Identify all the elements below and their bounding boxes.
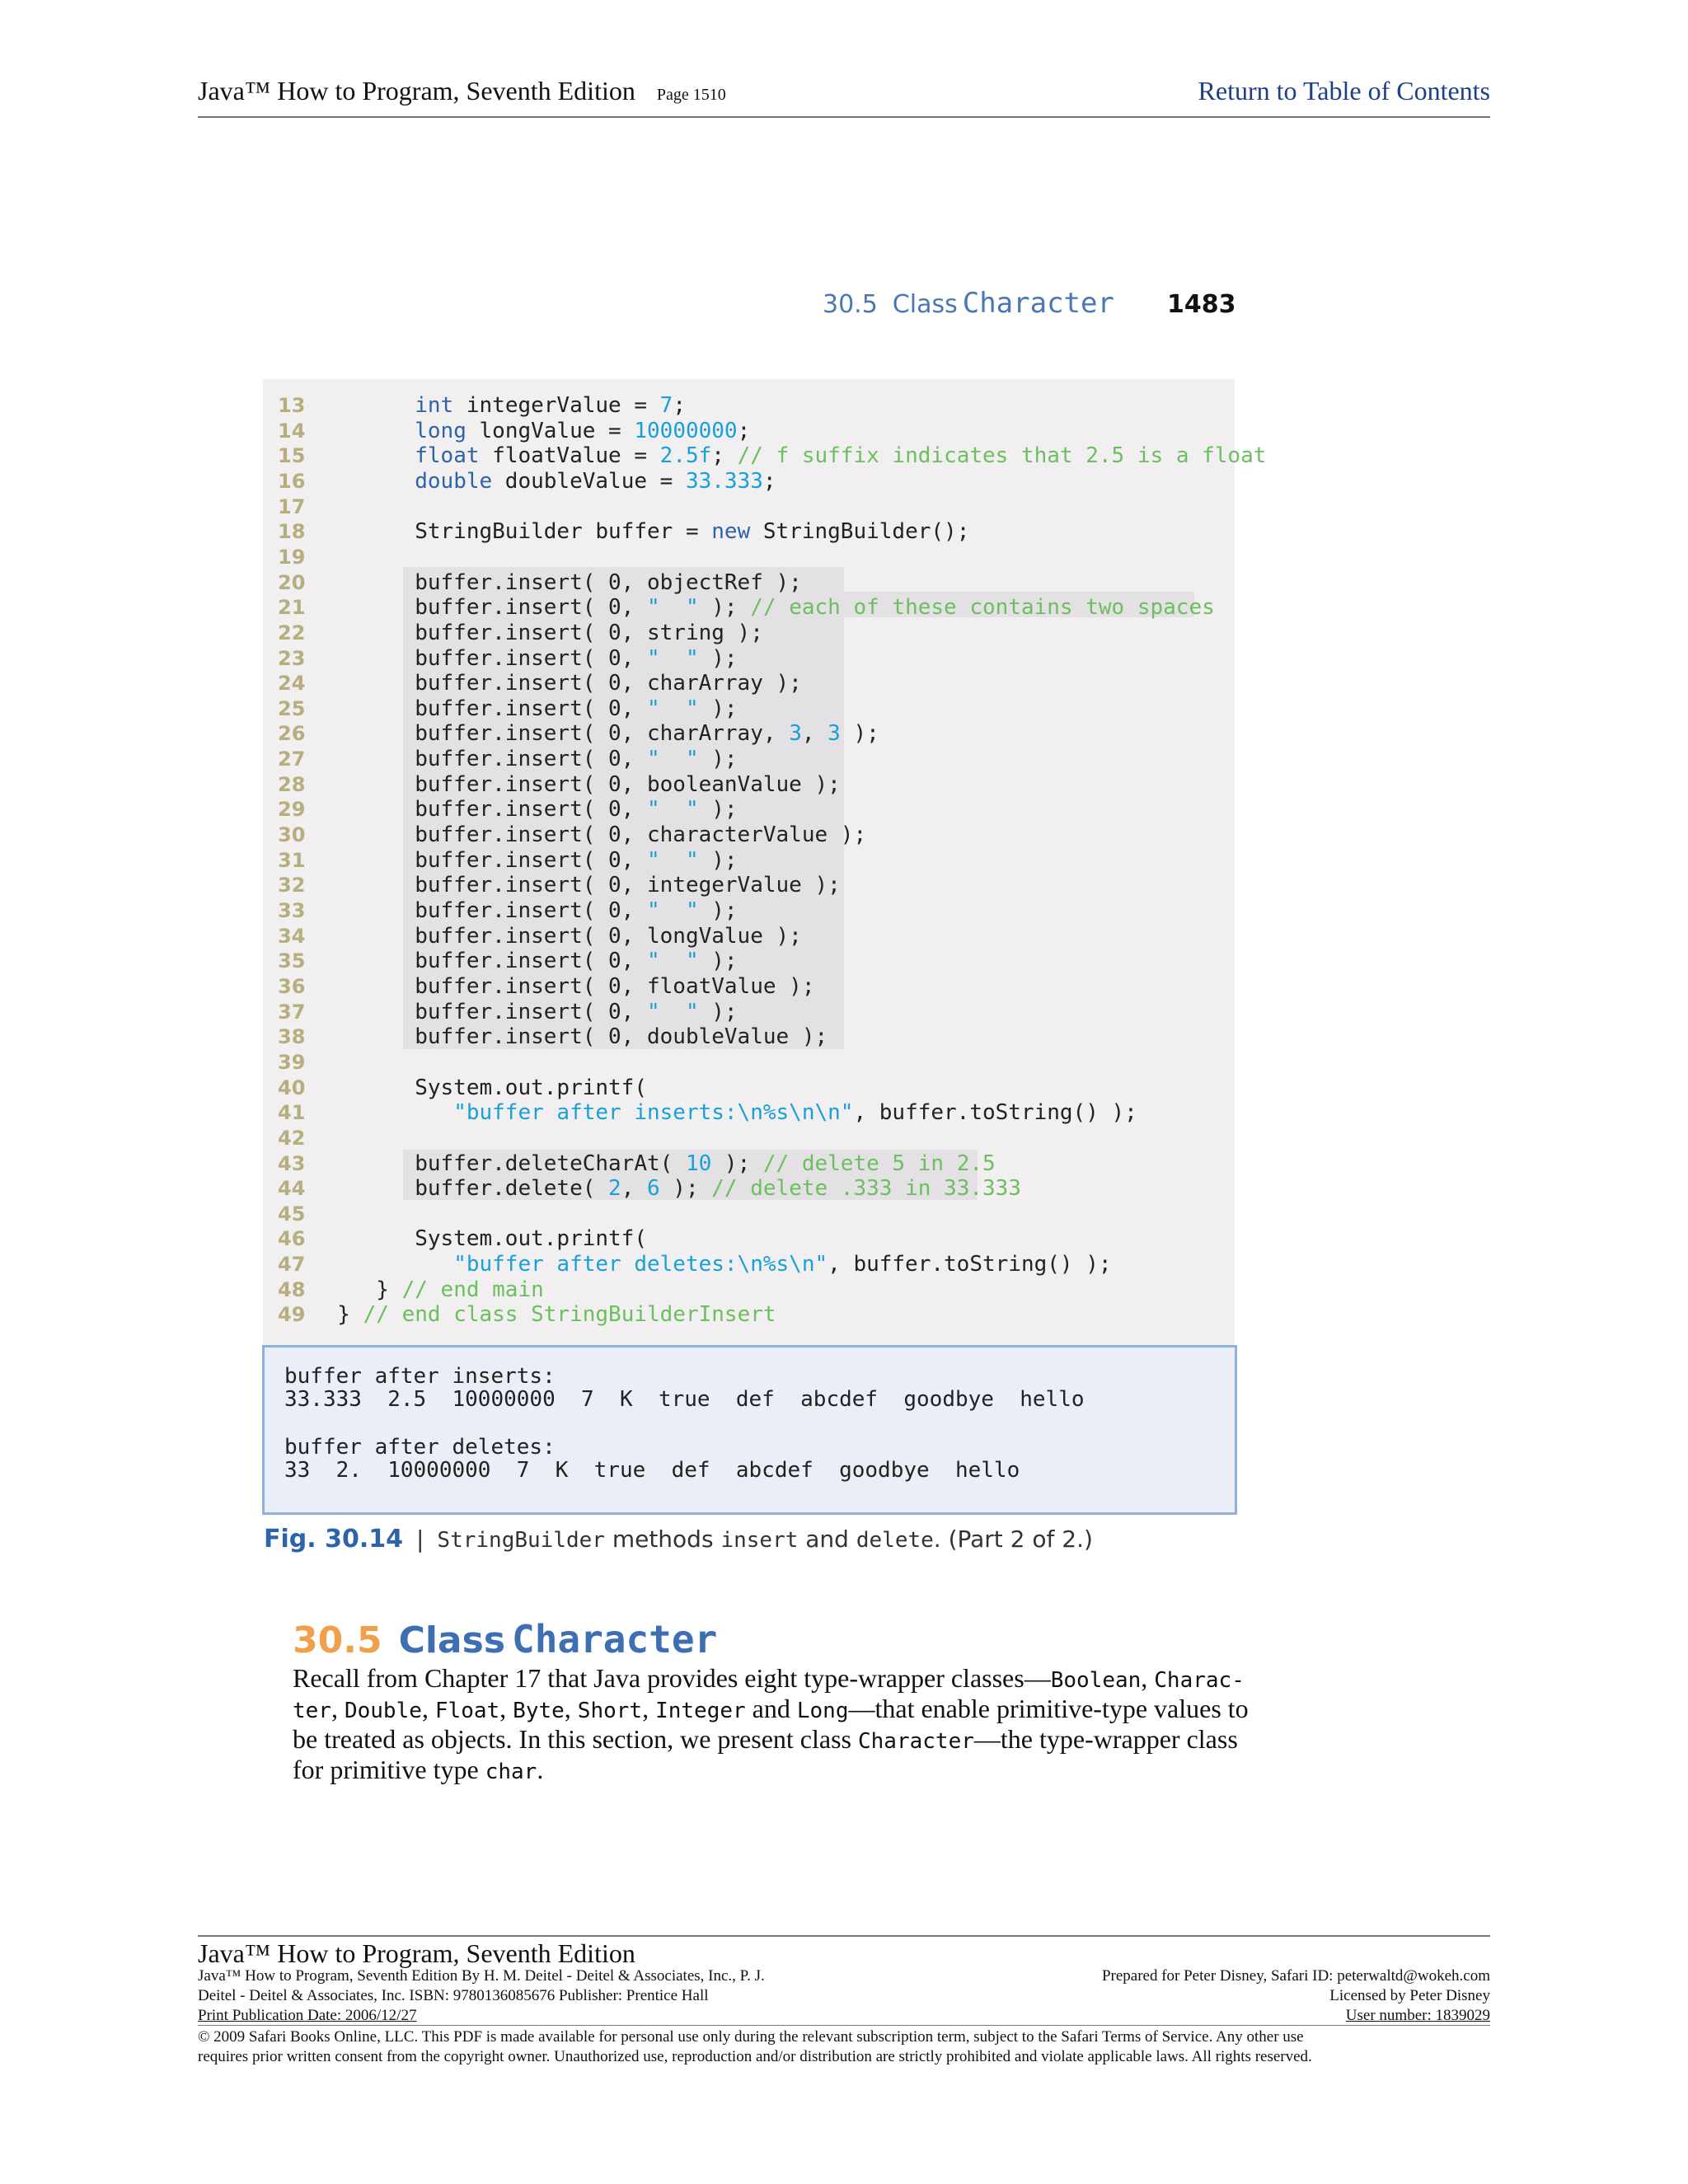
toc-link[interactable]: Return to Table of Contents <box>1198 76 1490 105</box>
running-head-class-name: Character <box>962 287 1114 320</box>
line-number: 23 <box>278 646 306 670</box>
code-text: long longValue = 10000000; <box>415 418 751 443</box>
line-number: 48 <box>278 1277 306 1301</box>
code-text: buffer.insert( 0, string ); <box>312 620 763 645</box>
paragraph-text: , <box>642 1694 656 1723</box>
paragraph-text: , <box>499 1694 513 1723</box>
paragraph-line <box>293 1755 543 1788</box>
running-head-section-number: 30.5 <box>823 290 878 319</box>
footer-divider <box>198 1935 1490 1937</box>
footer-copyright: requires prior written consent from the copyright owner. Unauthorized use, reproduction and/or distribution are strictly prohibited and violate applicable laws. All rights reserved. <box>198 2048 1312 2065</box>
line-number: 19 <box>278 545 306 569</box>
line-number: 17 <box>278 494 306 518</box>
paragraph-text: for primitive type <box>293 1755 485 1784</box>
code-text: buffer.insert( 0, " " ); // each of these contains two spaces <box>312 595 1215 621</box>
caption-separator: | <box>415 1526 424 1553</box>
output-line: 33.333 2.5 10000000 7 K true def abcdef goodbye hello <box>284 1387 1085 1412</box>
line-number: 15 <box>278 444 306 468</box>
code-text: float floatValue = 2.5f; // f suffix indicates that 2.5 is a float <box>415 443 1267 469</box>
footer-copyright: © 2009 Safari Books Online, LLC. This PDF is made available for personal use only during the relevant subscription term, subject to the Safari Terms of Service. Any other use <box>198 2028 1304 2046</box>
running-head-page-number: 1483 <box>1166 290 1236 319</box>
inline-code: Charac- <box>1154 1668 1245 1693</box>
inline-code: Byte <box>513 1699 565 1723</box>
program-output <box>262 1345 1237 1515</box>
code-text: "buffer after deletes:\n%s\n", buffer.toString() ); <box>453 1252 1112 1277</box>
code-text: buffer.insert( 0, " " ); <box>312 797 738 823</box>
footer-licensed-by: Licensed by Peter Disney <box>1329 1987 1490 2004</box>
line-number: 42 <box>278 1126 306 1150</box>
line-number: 49 <box>278 1303 306 1327</box>
code-text: buffer.insert( 0, longValue ); <box>312 923 802 949</box>
section-number: 30.5 <box>293 1619 382 1661</box>
output-line: buffer after inserts: <box>284 1364 556 1389</box>
code-text: buffer.delete( 2, 6 ); // delete .333 in 33.333 <box>312 1176 1021 1202</box>
line-number: 18 <box>278 520 306 544</box>
code-text: } // end main <box>312 1277 544 1302</box>
line-number: 45 <box>278 1202 306 1226</box>
line-number: 44 <box>278 1177 306 1201</box>
code-text: buffer.insert( 0, booleanValue ); <box>312 771 841 797</box>
line-number: 38 <box>278 1025 306 1049</box>
line-number: 43 <box>278 1151 306 1175</box>
code-text: buffer.insert( 0, " " ); <box>312 747 738 772</box>
footer-divider-2 <box>198 2025 1490 2026</box>
line-number: 31 <box>278 848 306 872</box>
code-text: double doubleValue = 33.333; <box>415 468 776 494</box>
output-line: 33 2. 10000000 7 K true def abcdef goodbye hello <box>284 1458 1020 1483</box>
caption-method: insert <box>720 1528 799 1553</box>
caption-class-name: StringBuilder <box>437 1528 605 1553</box>
header-divider <box>198 116 1490 118</box>
line-number: 36 <box>278 974 306 998</box>
line-number: 22 <box>278 621 306 644</box>
inline-code: Double <box>344 1699 422 1723</box>
code-text: buffer.insert( 0, " " ); <box>312 847 738 873</box>
section-class-word: Class <box>398 1619 506 1661</box>
code-text: "buffer after inserts:\n%s\n\n", buffer.toString() ); <box>453 1100 1137 1126</box>
output-line: buffer after deletes: <box>284 1435 556 1460</box>
footer-book-title: Java™ How to Program, Seventh Edition <box>198 1938 635 1968</box>
line-number: 20 <box>278 570 306 594</box>
code-text: buffer.insert( 0, doubleValue ); <box>312 1024 828 1050</box>
line-number: 39 <box>278 1050 306 1074</box>
footer-user-number: User number: 1839029 <box>1345 2007 1490 2024</box>
line-number: 47 <box>278 1253 306 1277</box>
inline-code: Float <box>434 1699 500 1723</box>
figure-number: Fig. 30.14 <box>264 1525 403 1554</box>
figure-caption <box>264 1525 1093 1554</box>
inline-code: ter <box>293 1699 331 1723</box>
code-text: } // end class StringBuilderInsert <box>312 1302 776 1328</box>
code-text: int integerValue = 7; <box>415 393 686 418</box>
paragraph-text: —that enable primitive-type values to <box>848 1694 1249 1723</box>
line-number: 32 <box>278 874 306 898</box>
line-number: 28 <box>278 772 306 796</box>
line-number: 14 <box>278 419 306 443</box>
code-text: buffer.insert( 0, objectRef ); <box>312 569 802 595</box>
code-text: buffer.insert( 0, " " ); <box>312 696 738 721</box>
caption-method: delete <box>856 1528 934 1553</box>
page-label: Page 1510 <box>656 86 726 104</box>
paragraph-text: . <box>537 1755 544 1784</box>
line-number: 21 <box>278 596 306 620</box>
line-number: 40 <box>278 1076 306 1099</box>
code-text: buffer.insert( 0, charArray ); <box>312 671 802 696</box>
line-number: 46 <box>278 1227 306 1251</box>
caption-text: . (Part 2 of 2.) <box>933 1526 1093 1553</box>
code-text: buffer.insert( 0, characterValue ); <box>312 823 867 848</box>
paragraph-line <box>293 1694 1249 1727</box>
paragraph-text: and <box>745 1694 797 1723</box>
paragraph-text: , <box>421 1694 435 1723</box>
paragraph-text: , <box>1141 1663 1155 1693</box>
footer-publication-line: Java™ How to Program, Seventh Edition By H. M. Deitel - Deitel & Associates, Inc., P. J. <box>198 1967 765 1985</box>
code-text: buffer.insert( 0, " " ); <box>312 999 738 1024</box>
line-number: 27 <box>278 748 306 771</box>
code-text: buffer.deleteCharAt( 10 ); // delete 5 in 2.5 <box>312 1151 996 1176</box>
line-number: 37 <box>278 1000 306 1024</box>
line-number: 29 <box>278 798 306 822</box>
book-title-header <box>198 76 726 106</box>
code-text: buffer.insert( 0, integerValue ); <box>312 873 841 898</box>
paragraph-text: —the type-wrapper class <box>973 1724 1238 1754</box>
paragraph-line <box>293 1724 1238 1757</box>
caption-text: methods <box>604 1526 721 1553</box>
running-head-class-word: Class <box>892 290 958 319</box>
running-head <box>823 287 1236 320</box>
line-number: 41 <box>278 1101 306 1125</box>
paragraph-text: Recall from Chapter 17 that Java provides eight type-wrapper classes— <box>293 1663 1051 1693</box>
code-text: System.out.printf( <box>312 1075 647 1100</box>
line-number: 30 <box>278 823 306 847</box>
line-number: 34 <box>278 924 306 948</box>
line-number: 24 <box>278 672 306 696</box>
code-text: System.out.printf( <box>312 1226 647 1252</box>
section-class-name: Character <box>512 1617 718 1661</box>
book-title: Java™ How to Program, Seventh Edition <box>198 76 635 105</box>
line-number: 33 <box>278 899 306 922</box>
paragraph-line <box>293 1663 1245 1696</box>
line-number: 35 <box>278 949 306 973</box>
footer-publication-line: Deitel - Deitel & Associates, Inc. ISBN: 9780136085676 Publisher: Prentice Hall <box>198 1987 709 2004</box>
footer-publication-date: Print Publication Date: 2006/12/27 <box>198 2007 417 2024</box>
inline-code: Boolean <box>1050 1668 1142 1693</box>
line-number: 13 <box>278 394 306 417</box>
code-text: StringBuilder buffer = new StringBuilder(); <box>312 519 970 545</box>
line-number: 16 <box>278 469 306 493</box>
inline-code: Character <box>858 1729 974 1754</box>
inline-code: Short <box>577 1699 643 1723</box>
paragraph-text: , <box>331 1694 345 1723</box>
inline-code: char <box>485 1760 537 1784</box>
caption-text: and <box>798 1526 856 1553</box>
code-text: buffer.insert( 0, charArray, 3, 3 ); <box>312 721 879 747</box>
paragraph-text: be treated as objects. In this section, we present class <box>293 1724 858 1754</box>
line-number: 26 <box>278 722 306 746</box>
code-text: buffer.insert( 0, " " ); <box>312 645 738 671</box>
paragraph-text: , <box>564 1694 578 1723</box>
code-text: buffer.insert( 0, floatValue ); <box>312 973 815 999</box>
inline-code: Integer <box>655 1699 746 1723</box>
code-text: buffer.insert( 0, " " ); <box>312 949 738 974</box>
code-listing <box>263 379 1267 1345</box>
line-number: 25 <box>278 696 306 720</box>
section-heading <box>293 1617 717 1661</box>
inline-code: Long <box>796 1699 849 1723</box>
code-text: buffer.insert( 0, " " ); <box>312 898 738 923</box>
footer-prepared-for: Prepared for Peter Disney, Safari ID: peterwaltd@wokeh.com <box>1101 1967 1490 1985</box>
